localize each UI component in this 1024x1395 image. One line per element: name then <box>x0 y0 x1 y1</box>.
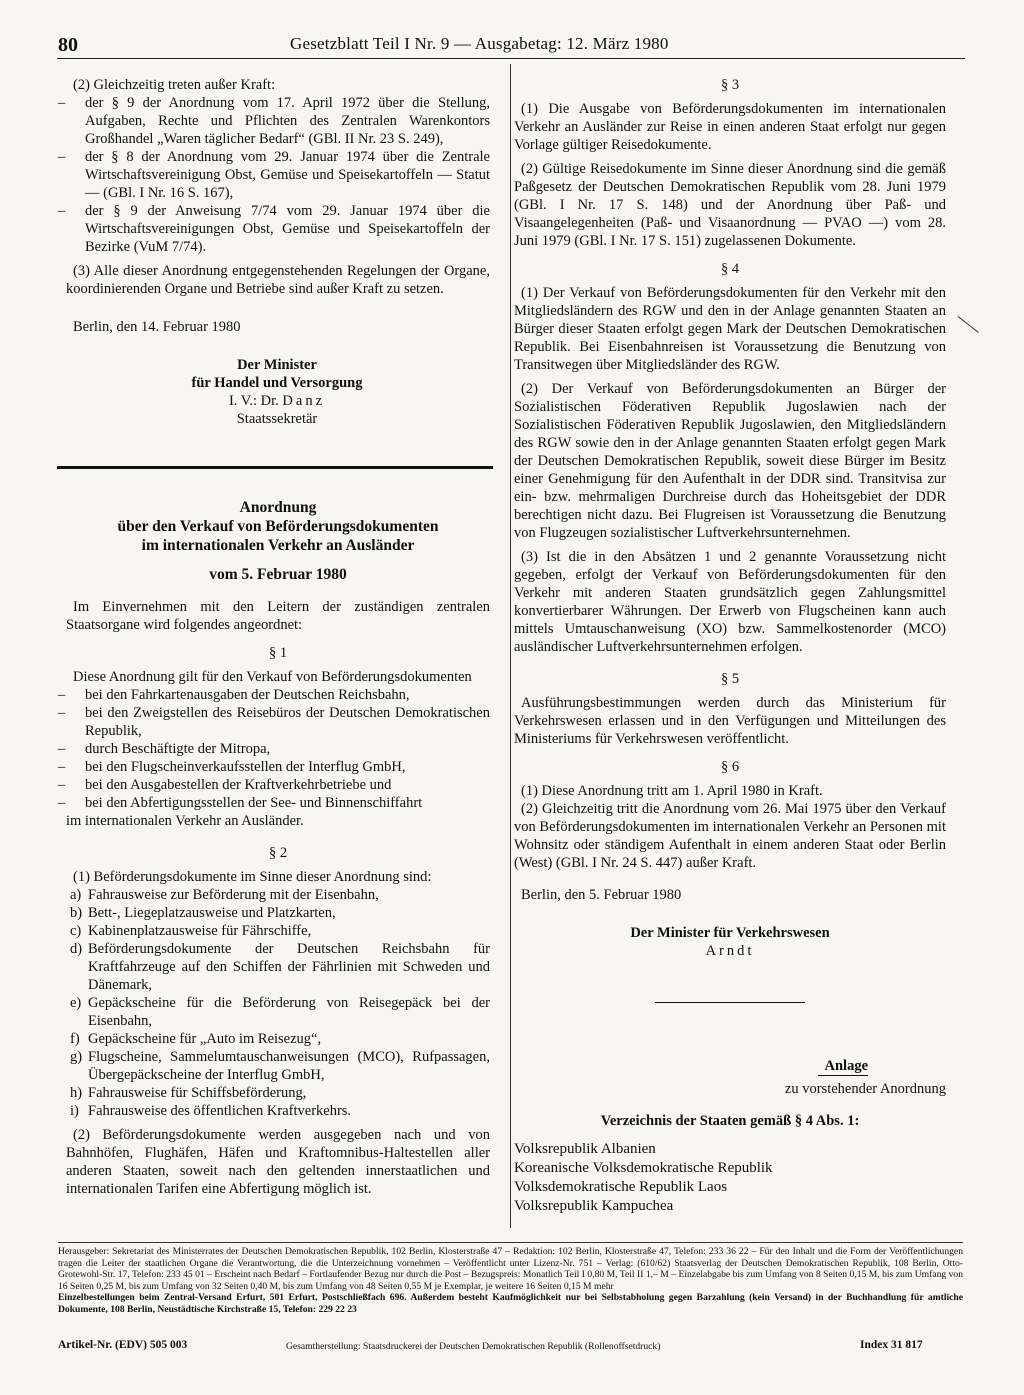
imprint-footer <box>58 1246 963 1316</box>
item-text: Gepäckscheine für die Beförderung von Reisegepäck bei der Eisenbahn, <box>88 995 490 1029</box>
list-item <box>66 1102 490 1120</box>
item-label: g) <box>70 1049 83 1065</box>
section-1-intro: Diese Anordnung gilt für den Verkauf von Beförderungsdokumenten <box>73 669 472 685</box>
list-item: – der § 8 der Anordnung vom 29. Januar 1974 über die Zentrale Wirtschaftsvereinigung Obst, Gemüse und Speisekartoffeln — Statut — (GBl. I Nr. 16 S. 167), <box>66 148 490 202</box>
margin-mark <box>958 316 979 333</box>
left-sig-name: Danz <box>282 393 326 409</box>
left-sig-prefix: I. V.: Dr. <box>228 393 279 409</box>
header-rule <box>57 58 965 59</box>
item-label: c) <box>70 923 82 939</box>
section-2-intro: (1) Beförderungsdokumente im Sinne dieser Anordnung sind: <box>73 869 432 885</box>
list-item <box>66 994 490 1030</box>
left-sig-line1: Der Minister <box>237 357 317 373</box>
left-column <box>66 76 490 428</box>
list-item: – bei den Ausgabestellen der Kraftverkehrbetriebe und <box>66 776 490 794</box>
ordinance-left-column <box>66 498 490 1198</box>
left-signature-block <box>166 356 388 428</box>
item-text: Beförderungsdokumente der Deutschen Reichsbahn für Kraftfahrzeuge auf den Schiffen der Fährlinien mit Schweden und Dänemark, <box>88 941 490 993</box>
section-3-heading: § 3 <box>720 77 740 93</box>
ordinance-title-line2: über den Verkauf von Beförderungsdokumenten <box>117 518 439 535</box>
section-divider-rule <box>57 466 493 469</box>
section-4-para-2: (2) Der Verkauf von Beförderungsdokumenten an Bürger der Sozialistischen Föderativen Republik Jugoslawien nach der Sozialistischen Föderativen Republik Jugoslawien, den Mitgliedsländern des RGW sowie den in der Anlage genannten Staaten erfolgt gegen Mark der Deutschen Demokratischen Republik, soweit diese Bürger im Besitz einer Genehmigung für den Aufenthalt in der DDR sind. Transitvisa zur ein- bzw. mehrmaligen Durchreise durch das Hoheitsgebiet der DDR berechtigen nicht dazu. Bei Flugreisen ist Voraussetzung die Benutzung von Flugzeugen sozialistischer Luftverkehrsunternehmen. <box>514 381 946 541</box>
gazette-header-title: Gesetzblatt Teil I Nr. 9 — Ausgabetag: 12. März 1980 <box>290 34 669 53</box>
list-item: – bei den Zweigstellen des Reisebüros der Deutschen Demokratischen Republik, <box>66 704 490 740</box>
section-5-heading: § 5 <box>720 671 740 687</box>
item-label: e) <box>70 995 82 1011</box>
section-3-para-2: (2) Gültige Reisedokumente im Sinne dieser Anordnung sind die gemäß Paßgesetz der Deutschen Demokratischen Republik vom 28. Juni 1979 (GBl. I Nr. 17 S. 148) und der Anordnung über Paß- und Visaangelegenheiten (Paß- und Visaanordnung — PVAO —) vom 28. Juni 1979 (GBl. I Nr. 17 S. 151) zugelassenen Dokumente. <box>514 161 946 249</box>
page-number: 80 <box>58 34 78 56</box>
item-label: i) <box>70 1103 79 1119</box>
repealed-provisions-list <box>66 94 490 256</box>
annex-list-title: Verzeichnis der Staaten gemäß § 4 Abs. 1: <box>600 1113 860 1129</box>
item-label: b) <box>70 905 83 921</box>
list-item: – durch Beschäftigte der Mitropa, <box>66 740 490 758</box>
list-item <box>66 922 490 940</box>
list-item: – bei den Abfertigungsstellen der See- und Binnenschiffahrt <box>66 794 490 812</box>
list-item: – der § 9 der Anweisung 7/74 vom 29. Januar 1974 über die Wirtschaftsvereinigungen Obst, Gemüse und Speisekartoffeln der Bezirke (VuM 7/74). <box>66 202 490 256</box>
section-6-para-1: (1) Diese Anordnung tritt am 1. April 1980 in Kraft. <box>521 783 823 799</box>
item-text: Kabinenplatzausweise für Fährschiffe, <box>88 923 312 939</box>
list-item <box>66 1030 490 1048</box>
section-5-para: Ausführungsbestimmungen werden durch das Ministerium für Verkehrswesen erlassen und in den Verfügungen und Mitteilungen des Ministeriums für Verkehrswesen veröffentlicht. <box>514 695 946 747</box>
section-1-list <box>66 686 490 812</box>
list-item: Volksdemokratische Republik Laos <box>514 1179 728 1195</box>
left-sig-line4: Staatssekretär <box>236 411 318 427</box>
left-sig-line2: für Handel und Versorgung <box>191 375 363 391</box>
item-text: Flugscheine, Sammelumtauschanweisungen (MCO), Rufpassagen, Übergepäckscheine der Interflug GmbH, <box>88 1049 490 1083</box>
footer-orders: Einzelbestellungen beim Zentral-Versand Erfurt, 501 Erfurt, Postschließfach 696. Außerdem besteht Kaufmöglichkeit nur bei Selbstabholung gegen Barzahlung (kein Versand) in der Buchhandlung für amtliche Dokumente, 108 Berlin, Neustädtische Kirchstraße 15, Telefon: 229 22 23 <box>58 1292 963 1315</box>
signature-rule <box>655 1002 805 1003</box>
footer-publisher: Herausgeber: Sekretariat des Ministerrates der Deutschen Demokratischen Republik, 102 Berlin, Klosterstraße 47 – Redaktion: 102 Berlin, Klosterstraße 47, Telefon: 233 36 22 – Für den Inhalt und die Form der Veröffentlichungen tragen die Leiter der staatlichen Organe die Verantwortung, die die Unterzeichnung vornehmen – Veröffentlicht unter Lizenz-Nr. 751 – Verlag: (610/62) Staatsverlag der Deutschen Demokratischen Republik, 108 Berlin, Otto-Grotewohl-Str. 17, Telefon: 233 45 01 – Erscheint nach Bedarf – Fortlaufender Bezug nur durch die Post – Bezugspreis: Monatlich Teil I 0,80 M, Teil II 1,– M – Einzelabgabe bis zum Umfang von 8 Seiten 0,15 M, bis zum Umfang von 16 Seiten 0,25 M, bis zum Umfang von 32 Seiten 0,40 M, bis zum Umfang von 48 Seiten 0,55 M je Exemplar, je weitere 16 Seiten 0,15 M mehr <box>58 1246 963 1292</box>
list-item <box>66 1084 490 1102</box>
index-number: Index 31 817 <box>860 1339 923 1351</box>
section-1-heading: § 1 <box>268 645 288 661</box>
ordinance-title-line1: Anordnung <box>239 499 317 516</box>
list-item: – bei den Flugscheinverkaufsstellen der Interflug GmbH, <box>66 758 490 776</box>
left-para-2-intro: (2) Gleichzeitig treten außer Kraft: <box>73 77 276 93</box>
left-place-date: Berlin, den 14. Februar 1980 <box>73 319 241 335</box>
item-label: d) <box>70 941 83 957</box>
section-6-para-2: (2) Gleichzeitig tritt die Anordnung vom 26. Mai 1975 über den Verkauf von Beförderungsdokumenten im internationalen Verkehr an Personen mit Wohnsitz oder ständigem Aufenthalt in einem anderen Staat oder Berlin (West) (GBl. I Nr. 24 S. 447) außer Kraft. <box>514 801 946 871</box>
list-item: Volksrepublik Albanien <box>514 1141 656 1157</box>
item-text: Gepäckscheine für „Auto im Reisezug“, <box>88 1031 322 1047</box>
item-label: a) <box>70 887 82 903</box>
item-text: Fahrausweise zur Beförderung mit der Eisenbahn, <box>88 887 379 903</box>
left-sig-line3 <box>166 392 388 410</box>
section-2-heading: § 2 <box>268 845 288 861</box>
item-text: Fahrausweise des öffentlichen Kraftverkehrs. <box>88 1103 352 1119</box>
ordinance-preamble: Im Einvernehmen mit den Leitern der zuständigen zentralen Staatsorgane wird folgendes angeordnet: <box>66 599 490 633</box>
right-sig-line2: Arndt <box>705 943 755 959</box>
item-label: f) <box>70 1031 80 1047</box>
section-2-para-2: (2) Beförderungsdokumente werden ausgegeben nach und von Bahnhöfen, Flughäfen, Häfen und Kraftomnibus-Haltestellen aller anderen Staaten, soweit nach den geltenden innerstaatlichen und internationalen Tarifen eine Abfertigung möglich ist. <box>66 1127 490 1197</box>
item-label: h) <box>70 1085 83 1101</box>
list-item <box>66 940 490 994</box>
list-item <box>66 1048 490 1084</box>
section-4-heading: § 4 <box>720 261 740 277</box>
list-item: Koreanische Volksdemokratische Republik <box>514 1160 773 1176</box>
list-item <box>66 886 490 904</box>
printer-info: Gesamtherstellung: Staatsdruckerei der Deutschen Demokratischen Republik (Rollenoffsetdruck) <box>286 1341 661 1352</box>
annex-state-list <box>514 1140 946 1216</box>
ordinance-title-line3: im internationalen Verkehr an Ausländer <box>141 537 415 554</box>
right-place-date: Berlin, den 5. Februar 1980 <box>521 887 682 903</box>
annex-title: Anlage <box>824 1058 868 1074</box>
list-item: Volksrepublik Kampuchea <box>514 1198 674 1214</box>
annex-subtitle: zu vorstehender Anordnung <box>784 1081 946 1097</box>
left-para-3: (3) Alle dieser Anordnung entgegenstehenden Regelungen der Organe, koordinierenden Organe und Betriebe sind außer Kraft zu setzen. <box>66 263 490 297</box>
column-divider <box>510 64 511 1228</box>
right-column <box>514 76 946 1216</box>
section-4-para-1: (1) Der Verkauf von Beförderungsdokumenten für den Verkehr mit den Mitgliedsländern des RGW und den in der Anlage genannten Staaten an Bürger dieser Staaten erfolgt gegen Mark der Deutschen Demokratischen Republik. Bei Eisenbahnreisen ist Voraussetzung die Benutzung von Transitwegen über Mitgliedsländer des RGW. <box>514 285 946 373</box>
annex-title-underline <box>818 1075 868 1076</box>
footer-rule <box>58 1242 963 1243</box>
list-item <box>66 904 490 922</box>
section-1-outro: im internationalen Verkehr an Ausländer. <box>66 813 304 829</box>
item-text: Fahrausweise für Schiffsbeförderung, <box>88 1085 307 1101</box>
list-item: – der § 9 der Anordnung vom 17. April 1972 über die Stellung, Aufgaben, Rechte und Pflichten des Zentralen Warenkontors Großhandel „Waren täglicher Bedarf“ (GBl. II Nr. 23 S. 249), <box>66 94 490 148</box>
item-text: Bett-, Liegeplatzausweise und Platzkarten, <box>88 905 336 921</box>
article-number: Artikel-Nr. (EDV) 505 003 <box>58 1339 188 1351</box>
section-3-para-1: (1) Die Ausgabe von Beförderungsdokumenten im internationalen Verkehr an Ausländer zur Reise in einen anderen Staat erfolgt nur gegen Vorlage gültiger Reisedokumente. <box>514 101 946 153</box>
section-4-para-3: (3) Ist die in den Absätzen 1 und 2 genannte Voraussetzung nicht gegeben, erfolgt der Verkauf von Beförderungsdokumenten für den Verkehr mit anderen Staaten grundsätzlich gegen Zahlungsmittel konvertierbarer Währungen. Der Erwerb von Flugscheinen kann auch mittels Umtauschanweisung (XO) bzw. Sammelkostenorder (MCO) ausländischer Luftverkehrsunternehmen erfolgen. <box>514 549 946 655</box>
ordinance-date: vom 5. Februar 1980 <box>209 566 347 583</box>
section-6-heading: § 6 <box>720 759 740 775</box>
right-sig-line1: Der Minister für Verkehrswesen <box>630 925 830 941</box>
list-item: – bei den Fahrkartenausgaben der Deutschen Reichsbahn, <box>66 686 490 704</box>
section-2-list <box>66 886 490 1120</box>
